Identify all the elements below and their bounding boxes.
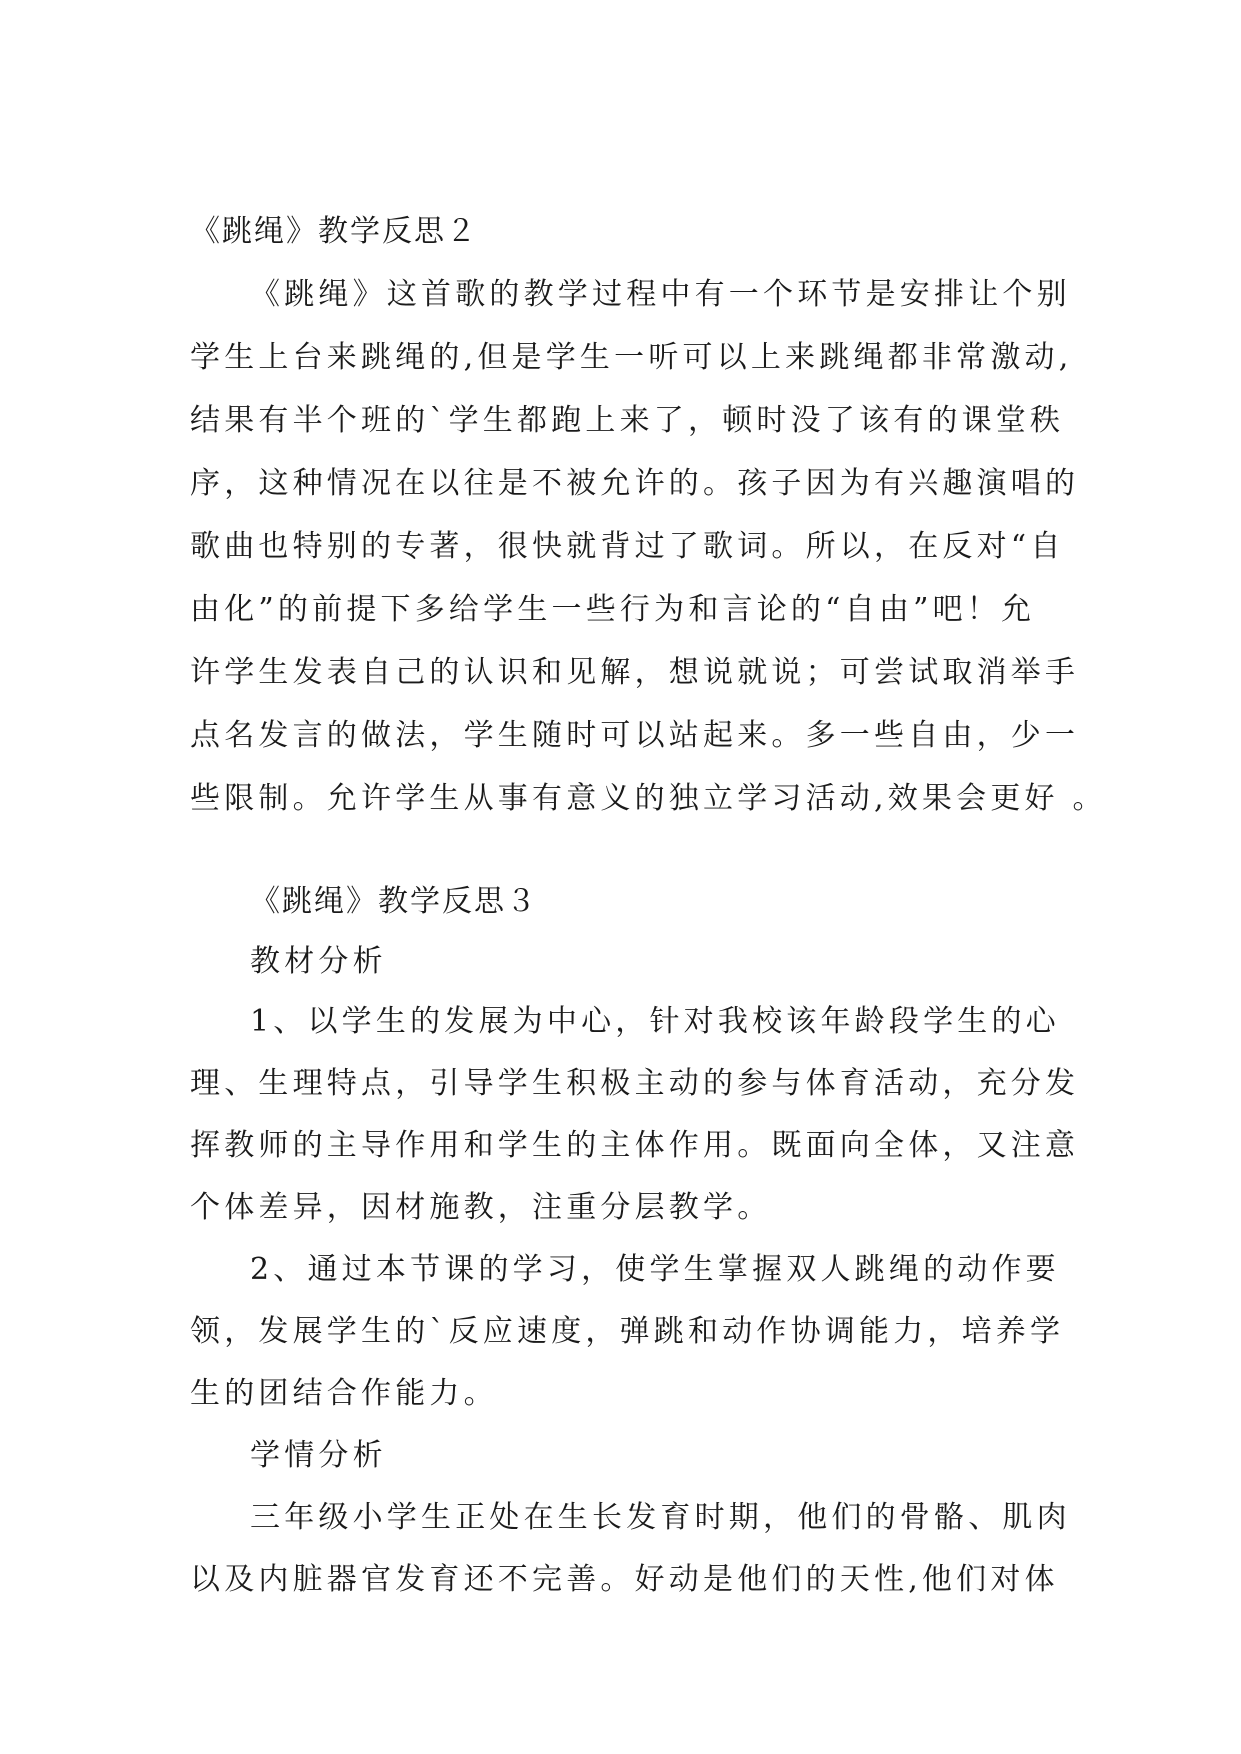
- paragraph-line: 以及内脏器官发育还不完善。好动是他们的天性,他们对体: [190, 1562, 1059, 1597]
- section-title-2: 《跳绳》教学反思２: [190, 214, 478, 249]
- subheading-student-analysis: 学情分析: [250, 1438, 387, 1473]
- paragraph-line: 挥教师的主导作用和学生的主体作用。既面向全体，又注意: [190, 1128, 1080, 1163]
- paragraph-line: 由化”的前提下多给学生一些行为和言论的“自由”吧！允: [190, 592, 1036, 627]
- paragraph-line: 生的团结合作能力。: [190, 1376, 498, 1411]
- section-title-3: 《跳绳》教学反思３: [250, 884, 538, 919]
- paragraph-line: 《跳绳》这首歌的教学过程中有一个环节是安排让个别: [250, 277, 1071, 312]
- paragraph-line: 许学生发表自己的认识和见解，想说就说；可尝试取消举手: [190, 655, 1080, 690]
- paragraph-line: 理、生理特点，引导学生积极主动的参与体育活动，充分发: [190, 1066, 1080, 1101]
- paragraph-line: 点名发言的做法，学生随时可以站起来。多一些自由，少一: [190, 718, 1080, 753]
- paragraph-line: 序，这种情况在以往是不被允许的。孩子因为有兴趣演唱的: [190, 466, 1080, 501]
- paragraph-line: 些限制。允许学生从事有意义的独立学习活动,效果会更好 。: [190, 781, 1107, 816]
- paragraph-line: 三年级小学生正处在生长发育时期，他们的骨骼、肌肉: [250, 1500, 1071, 1535]
- paragraph-line: 结果有半个班的`学生都跑上来了，顿时没了该有的课堂秩: [190, 403, 1065, 438]
- paragraph-line: 歌曲也特别的专著，很快就背过了歌词。所以，在反对“自: [190, 529, 1065, 564]
- subheading-material-analysis: 教材分析: [250, 944, 387, 979]
- paragraph-line: 学生上台来跳绳的,但是学生一听可以上来跳绳都非常激动,: [190, 340, 1073, 375]
- paragraph-line: 个体差异，因材施教，注重分层教学。: [190, 1190, 772, 1225]
- paragraph-line: 领，发展学生的`反应速度，弹跳和动作协调能力，培养学: [190, 1314, 1065, 1349]
- paragraph-line: 2、通过本节课的学习，使学生掌握双人跳绳的动作要: [250, 1252, 1060, 1287]
- paragraph-line: 1、以学生的发展为中心，针对我校该年龄段学生的心: [250, 1004, 1060, 1039]
